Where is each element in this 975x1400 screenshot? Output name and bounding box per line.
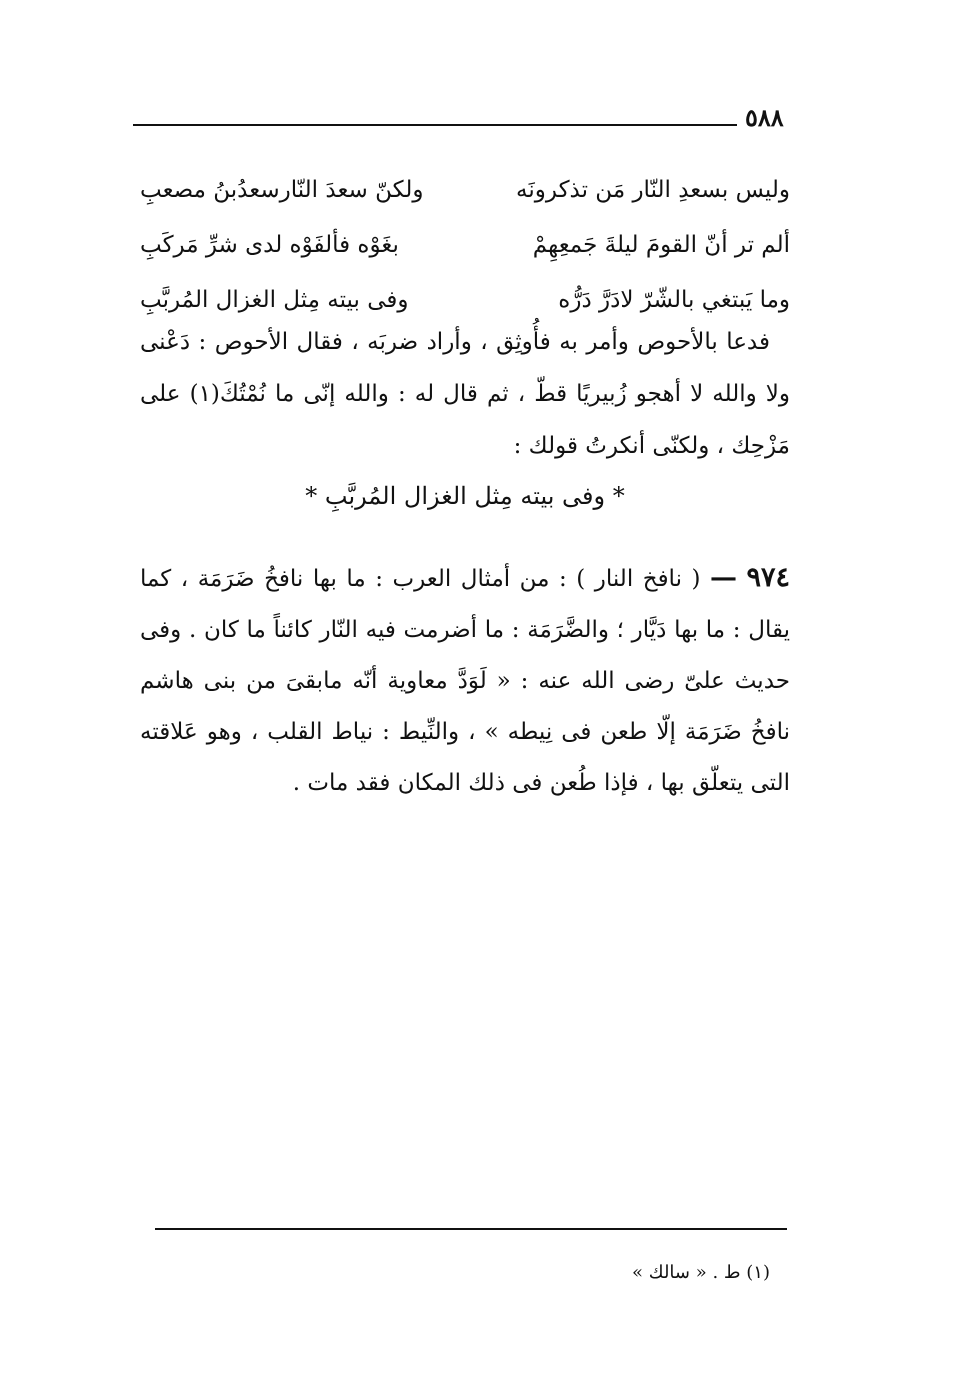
- page-number: ٥٨٨: [745, 103, 784, 132]
- entry-paragraph: [140, 552, 790, 809]
- entry-number: ٩٧٤: [746, 562, 790, 593]
- verse-3-second-hemistich: وفى بيته مِثل الغزال المُربَّبِ: [140, 287, 409, 313]
- footnote-rule: [155, 1228, 787, 1230]
- verse-1: [140, 170, 790, 225]
- verse-2-second-hemistich: بغَوْه فألفَوْه لدى شرِّ مَركَبِ: [140, 232, 399, 258]
- verse-2-first-hemistich: ألم تر أنّ القومَ ليلةَ جَمعِهِمْ: [532, 232, 790, 258]
- quoted-hemistich: * وفى بيته مِثل الغزال المُربَّبِ *: [305, 482, 625, 510]
- entry-dash: —: [709, 562, 737, 593]
- verse-3-first-hemistich: وما يَبتغي بالشّرّ لادَرَّ دَرُّه: [558, 287, 790, 313]
- entry-text: ( نافخ النار ) : من أمثال العرب : ما بها نافخُ ضَرَمَة ، كما يقال : ما بها دَيَّار ؛ والضَّرَمَة : ما أضرمت فيه النّار كائناً ما كان . وفى حديث علىّ رضى الله عنه : « لَوَدَّ معاوية أنّه مابقىَ من بنى هاشم نافخُ ضَرَمَة إلّا طعن فى نِيطه » ، والنِّيط : نياط القلب ، وهو عَلاقته التى يتعلّق بها ، فإذا طُعن فى ذلك المكان فقد مات .: [140, 566, 790, 796]
- verse-2: [140, 225, 790, 280]
- prose-paragraph-text: فدعا بالأحوص وأمر به فأُوثِق ، وأراد ضربَه ، فقال الأحوص : دَعْنى ولا والله لا أهجو زُبيريًا قطّ ، ثم قال له : والله إنّى ما نُمْتُكَ(١) على مَزْحِك ، ولكنّى أنكرتُ قولك :: [140, 329, 791, 459]
- verse-1-second-hemistich: ولكنّ سعدَ النّارسعدُبنُ مصعبِ: [140, 177, 424, 203]
- header-rule: [133, 124, 737, 126]
- verse-1-first-hemistich: وليس بسعدِ النّار مَن تذكرونَه: [516, 177, 790, 203]
- poem: [140, 170, 790, 335]
- prose-paragraph: [140, 316, 790, 472]
- footnote: (١) ط . « سالك »: [632, 1262, 770, 1283]
